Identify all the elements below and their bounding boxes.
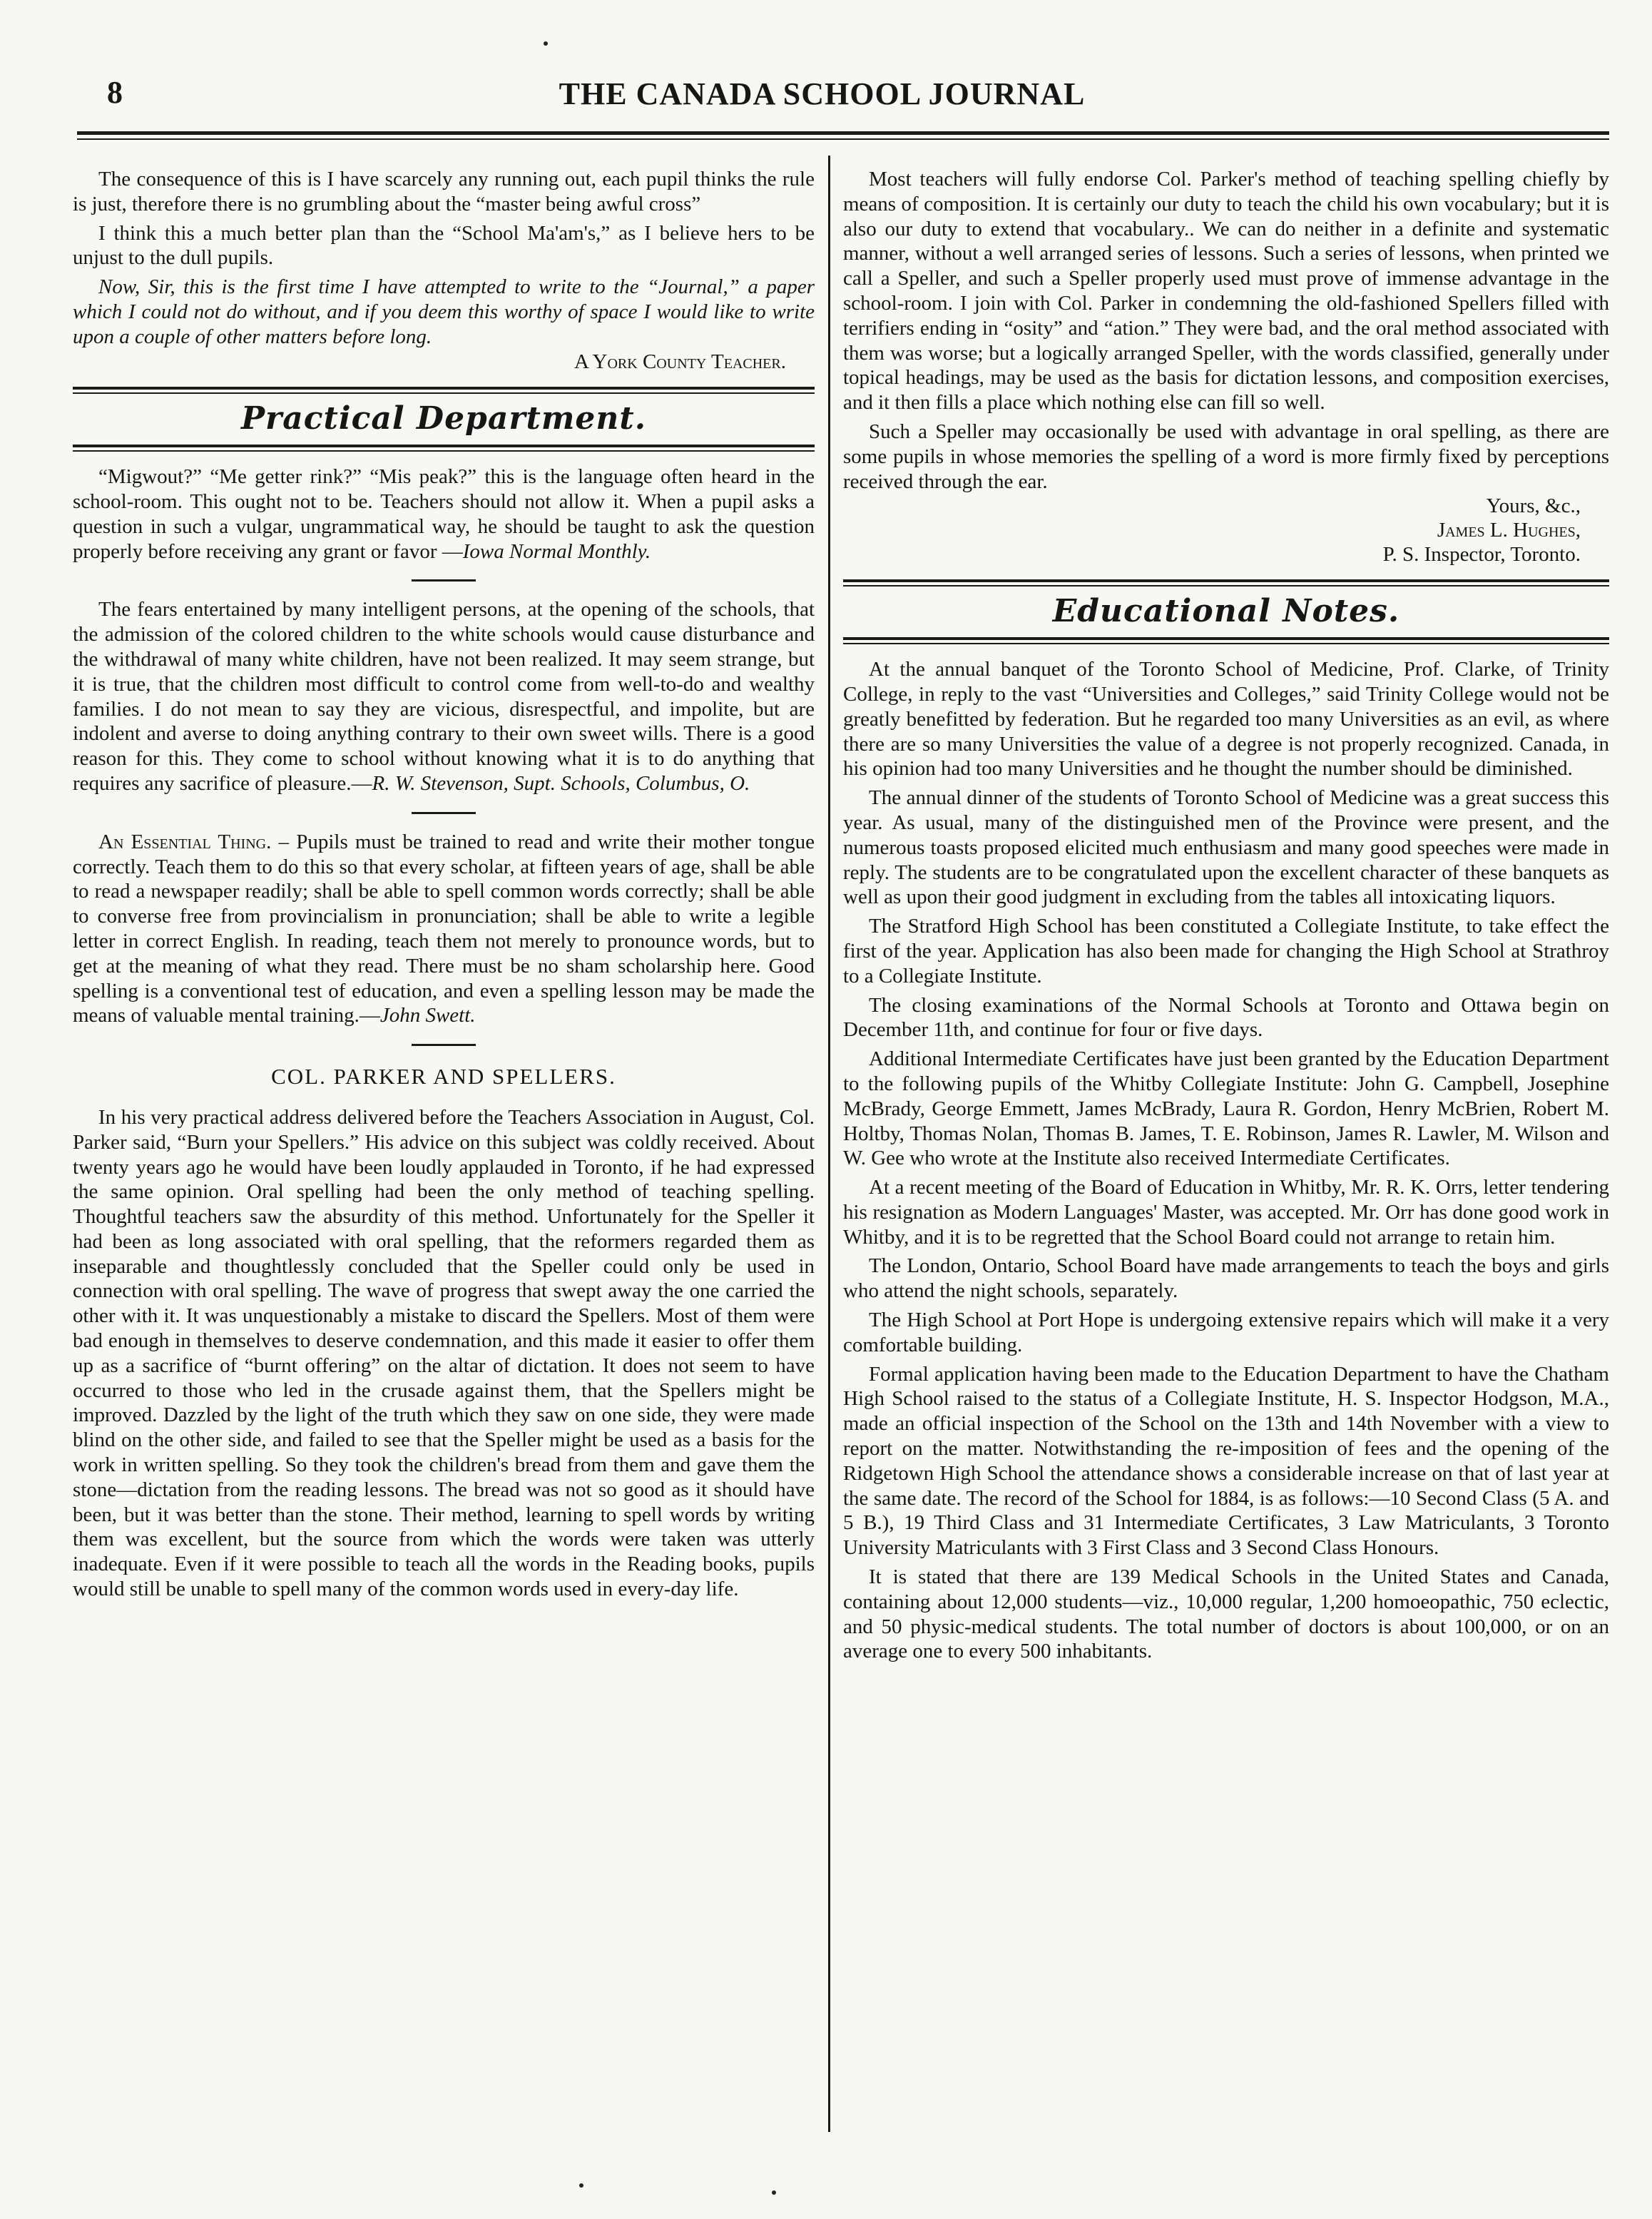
separator [412, 812, 476, 814]
right-column [843, 167, 1609, 1664]
header-rule-bottom [77, 138, 1609, 140]
article-source: Iowa Normal Monthly. [462, 539, 651, 563]
letter-paragraph: Now, Sir, this is the first time I have attempted to write to the “Journal,” a paper which I could not do without, and if you deem this worthy of space I would like to write upon a couple of other matters before long. [73, 275, 815, 348]
parker-title: COL. PARKER AND SPELLERS. [271, 1064, 616, 1090]
separator [412, 579, 476, 582]
parker-continued-paragraph: Such a Speller may occasionally be used with advantage in oral spelling, as there are some pupils in whose memories the spelling of a word is more firmly fixed by perceptions received through the ear. [843, 420, 1609, 493]
note-item: At a recent meeting of the Board of Education in Whitby, Mr. R. K. Orrs, letter tendering his resignation as Modern Languages' Master, was accepted. Mr. Orr has done good work in Whitby, and it is to be regretted that the School Board could not arrange to retain him. [843, 1176, 1609, 1249]
section-rule [73, 387, 815, 394]
page-number: 8 [107, 75, 123, 110]
note-item: The High School at Port Hope is undergoing extensive repairs which will make it a very comfortable building. [843, 1309, 1609, 1356]
section-rule [843, 579, 1609, 587]
signer-title: P. S. Inspector, Toronto. [1382, 543, 1581, 567]
article-paragraph: An Essential Thing. – Pupils must be trained to read and write their mother tongue correctly. Teach them to do this so that every scholar, at fifteen years of age, shall be able to read a newspaper readily; shall be able to spell common words correctly; shall be able to converse free from provincialism in pronunciation; shall be able to write a legible letter in correct English. In reading, teach them not merely to pronounce words, but to get at the meaning of what they read. There must be no sham scholarship here. Good spelling is a conventional test of education, and even a spelling lesson may be made the means of valuable mental training.—John Swett. [73, 830, 815, 1027]
separator [412, 1044, 476, 1046]
letter-paragraph: The consequence of this is I have scarcely any running out, each pupil thinks the rule is just, therefore there is no grumbling about the “master being awful cross” [73, 168, 815, 215]
left-column [73, 167, 815, 1602]
article-lead: An Essential Thing. [98, 830, 272, 853]
note-item: The London, Ontario, School Board have made arrangements to teach the boys and girls who attend the night schools, separately. [843, 1254, 1609, 1303]
note-item: The Stratford High School has been constituted a Collegiate Institute, to take effect the first of the year. Application has also been made for changing the High School at Strathroy to a Collegiate Institute. [843, 915, 1609, 987]
hughes-signature [843, 494, 1609, 567]
section-rule [843, 637, 1609, 644]
note-item: Additional Intermediate Certificates have just been granted by the Education Department to the following pupils of the Whitby Collegiate Institute: John G. Campbell, Josephine McBrady, George Emmett, James McBrady, Laura R. Gordon, Henry McBrien, Robert M. Holtby, Thomas Nolan, Thomas B. James, T. E. Robinson, James R. Lawler, M. Wilson and W. Gee who wrote at the Institute also received Intermediate Certificates. [843, 1047, 1609, 1170]
letter-body [73, 167, 815, 350]
page-header [107, 68, 1537, 118]
note-item: The annual dinner of the students of Toronto School of Medicine was a great success this year. As usual, many of the distinguished men of the Province were present, and the numerous toasts proposed elicited much enthusiasm and many good speeches were made in reply. The students are to be congratulated upon the excellent character of these banquets as well as upon their good judgment in excluding from the tables all intoxicating liquors. [843, 786, 1609, 909]
educational-notes-title: Educational Notes. [1052, 593, 1400, 630]
journal-title: THE CANADA SCHOOL JOURNAL [559, 76, 1086, 111]
signer-name: James L. Hughes, [1437, 519, 1581, 542]
article-source: John Swett. [379, 1004, 476, 1027]
practical-department-title: Practical Department. [240, 400, 647, 437]
note-item: Formal application having been made to the Education Department to have the Chatham High School raised to the status of a Collegiate Institute, H. S. Inspector Hodgson, M.A., made an official inspection of the School on the 13th and 14th November with a view to report on the matter. Notwithstanding the re-imposition of fees and the opening of the Ridgetown High School the attendance shows a considerable increase on that of last year at the same date. The record of the School for 1884, is as follows:—10 Second Class (5 A. and 5 B.), 19 Third Class and 31 Intermediate Certificates, 3 Law Matriculants, 3 Toronto University Matriculants with 3 First Class and 3 Second Class Honours. [843, 1362, 1609, 1560]
closing: Yours, &c., [1486, 494, 1581, 518]
note-item: At the annual banquet of the Toronto School of Medicine, Prof. Clarke, of Trinity College, in reply to the vast “Universities and Colleges,” said Trinity College would not be greatly benefitted by federation. But he regarded too many Universities as an evil, as where there are so many Universities the value of a degree is not properly recognized. Canada, in his opinion had too many Universities and he thought the number should be diminished. [843, 658, 1609, 781]
article-paragraph: The fears entertained by many intelligent persons, at the opening of the schools, that the admission of the colored children to the white schools would cause disturbance and the withdrawal of many white children, have not been realized. It may seem strange, but it is true, that the children most difficult to control come from well-to-do and wealthy families. I do not mean to say they are vicious, disrespectful, and impolite, but are indolent and averse to doing anything contrary to their own sweet wills. There is a good reason for this. They come to school without knowing what it is to do anything that requires any sacrifice of pleasure.—R. W. Stevenson, Supt. Schools, Columbus, O. [73, 598, 815, 795]
header-rule-top [77, 131, 1609, 135]
scan-speck [544, 41, 548, 46]
note-item: The closing examinations of the Normal Schools at Toronto and Ottawa begin on December 11th, and continue for four or five days. [843, 993, 1609, 1042]
scan-speck [579, 2183, 583, 2188]
scan-speck [772, 2190, 776, 2195]
column-divider [828, 156, 830, 2132]
article-paragraph: “Migwout?” “Me getter rink?” “Mis peak?” this is the language often heard in the school-room. This ought not to be. Teachers should not allow it. When a pupil asks a question in such a vulgar, ungrammatical way, he should be taught to ask the question properly before receiving any grant or favor —Iowa Normal Monthly. [73, 465, 815, 563]
letter-signature: A York County Teacher. [574, 350, 786, 373]
parker-continued-paragraph: Most teachers will fully endorse Col. Parker's method of teaching spelling chiefly by means of composition. It is certainly our duty to teach the child his own vocabulary; but it is also our duty to extend that vocabulary.. We can do neither in a definite and systematic manner, without a well arranged series of lessons. Such a series of lessons, when printed we call a Speller, and such a Speller properly used must prove of immense advantage in the school-room. I join with Col. Parker in condemning the old-fashioned Spellers filled with terrifiers ending in “osity” and “ation.” They were bad, and the oral method associated with them was worse; but a logically arranged Speller, with the words classified, generally under topical headings, may be used as the basis for dictation lessons, and composition exercises, and it then fills a place which nothing else can fill so well. [843, 168, 1609, 415]
letter-paragraph: I think this a much better plan than the “School Ma'am's,” as I believe hers to be unjust to the dull pupils. [73, 221, 815, 270]
section-rule [73, 445, 815, 452]
parker-paragraph: In his very practical address delivered before the Teachers Association in August, Col. Parker said, “Burn your Spellers.” His advice on this subject was coldly received. About twenty years ago he would have been loudly applauded in Toronto, if he had expressed the same opinion. Oral spelling had been the only method of teaching spelling. Thoughtful teachers saw the absurdity of this method. Unfortunately for the Speller it had been as long associated with oral spelling, that the reformers regarded them as inseparable and thoughtlessly concluded that the Speller could only be used in connection with oral spelling. The wave of progress that swept away the one carried the other with it. It was unquestionably a mistake to discard the Spellers. Most of them were bad enough in themselves to deserve condemnation, and this made it easier to offer them up as a sacrifice of “burnt offering” on the altar of dictation. It does not seem to have occurred to those who led in the crusade against them, that the Spellers might be improved. Dazzled by the light of the truth which they saw on one side, they were made blind on the other side, and failed to see that the Speller might be used as a basis for the work in written spelling. So they took the children's bread from them and gave them the stone—dictation from the reading lessons. The bread was not so good as it should have been, but it was better than the stone. Their method, learning to spell words by writing them was excellent, but the source from which the words were taken was utterly inadequate. Even if it were possible to teach all the words in the Reading books, pupils would still be unable to spell many of the common words used in every-day life. [73, 1105, 815, 1601]
article-source: R. W. Stevenson, Supt. Schools, Columbus, O. [372, 771, 750, 795]
note-item: It is stated that there are 139 Medical Schools in the United States and Canada, containing about 12,000 students—viz., 10,000 regular, 1,200 homoeopathic, 750 eclectic, and 50 physic-medical students. The total number of doctors is about 100,000, or on an average one to every 500 inhabitants. [843, 1565, 1609, 1663]
